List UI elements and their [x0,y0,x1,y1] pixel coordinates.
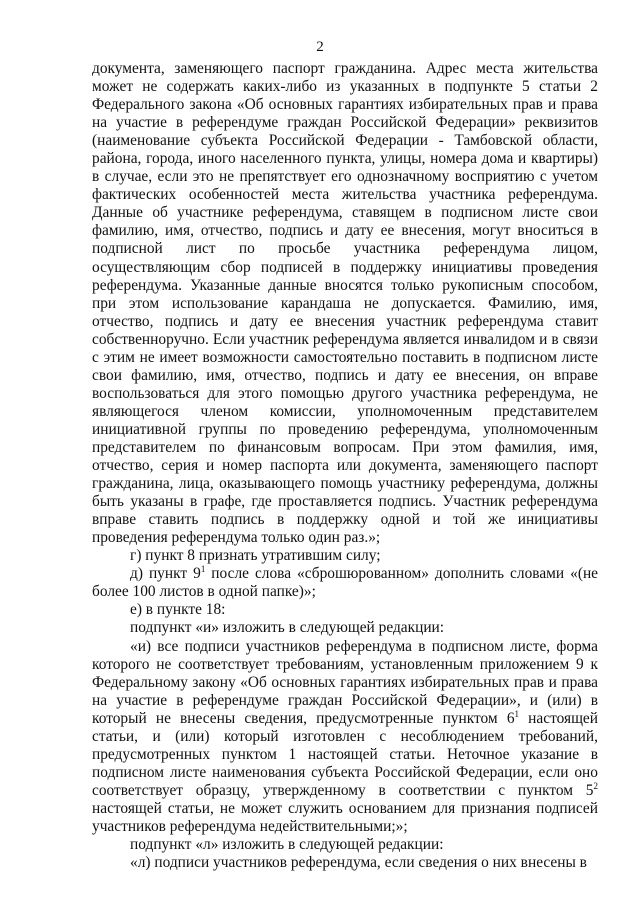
point-d-text-rest: после слова «сброшюрованном» дополнить словами «(не более 100 листов в одной папке)»; [92,565,599,601]
subpoint-i-superscript-2: 2 [593,780,598,791]
point-d-superscript: 1 [200,564,206,575]
subpoint-i-text-1: «и) все подписи участников референдума в подписном листе, форма которого не соответствует требованиям, установленным приложением 9 к Федеральному закону «Об основных гарантиях избирательных прав и права на участие в референдуме граждан Российской Федерации», и (или) в который не внесены сведения, предусмотренные пунктом 6 [92,637,598,727]
paragraph-point-e: е) в пункте 18: [130,601,226,619]
paragraph-point-d [92,565,598,601]
paragraph-subpoint-l: «л) подписи участников референдума, если сведения о них внесены в [130,854,587,872]
paragraph-subpoint-i-intro: подпункт «и» изложить в следующей редакции: [130,619,445,637]
paragraph-signature-data: документа, заменяющего паспорт гражданина. Адрес места жительства может не содержать каких-либо из указанных в подпункте 5 статьи 2 Федерального закона «Об основных гарантиях избирательных прав и права на участие в референдуме граждан Российской Федерации» реквизитов (наименование субъекта Российской Федерации - Тамбовской области, района, города, иного населенного пункта, улицы, номера дома и квартиры) в случае, если это не препятствует его однозначному восприятию с учетом фактических особенностей места жительства участника референдума. Данные об участнике референдума, ставящем в подписном листе свои фамилию, имя, отчество, подпись и дату ее внесения, могут вноситься в подписной лист по просьбе участника референдума лицом, осуществляющим сбор подписей в поддержку инициативы проведения референдума. Указанные данные вносятся только рукописным способом, при этом использование карандаша не допускается. Фамилию, имя, отчество, подпись и дату ее внесения участник референдума ставит собственноручно. Если участник референдума является инвалидом и в связи с этим не имеет возможности самостоятельно поставить в подписном листе свои фамилию, имя, отчество, подпись и дату ее внесения, он вправе воспользоваться для этого помощью другого участника референдума, не являющегося членом комиссии, уполномоченным представителем инициативной группы по проведению референдума, уполномоченным представителем по финансовым вопросам. При этом фамилия, имя, отчество, серия и номер паспорта или документа, заменяющего паспорт гражданина, лица, оказывающего помощь участнику референдума, должны быть указаны в графе, где проставляется подпись. Участник референдума вправе ставить подпись в поддержку одной и той же инициативы проведения референдума только один раз.»; [92,60,598,547]
paragraph-subpoint-i [92,638,598,837]
subpoint-i-text-3: настоящей статьи, не может служить основанием для признания подписей участников референдума недействительными;»; [92,799,598,835]
point-d-text: д) пункт 9 [130,565,201,583]
paragraph-point-g: г) пункт 8 признать утратившим силу; [130,547,381,565]
subpoint-i-superscript-1: 1 [514,708,520,719]
subpoint-i-text-2: настоящей статьи, и (или) который изготовлен с несоблюдением требований, предусмотренных пунктом 1 настоящей статьи. Неточное указание в подписном листе наименования субъекта Российской Федерации, если оно соответствует образцу, утвержденному в соответствии с пунктом 5 [92,709,599,799]
paragraph-subpoint-l-intro: подпункт «л» изложить в следующей редакции: [130,836,444,854]
document-body [92,60,598,872]
page-number: 2 [316,39,324,55]
